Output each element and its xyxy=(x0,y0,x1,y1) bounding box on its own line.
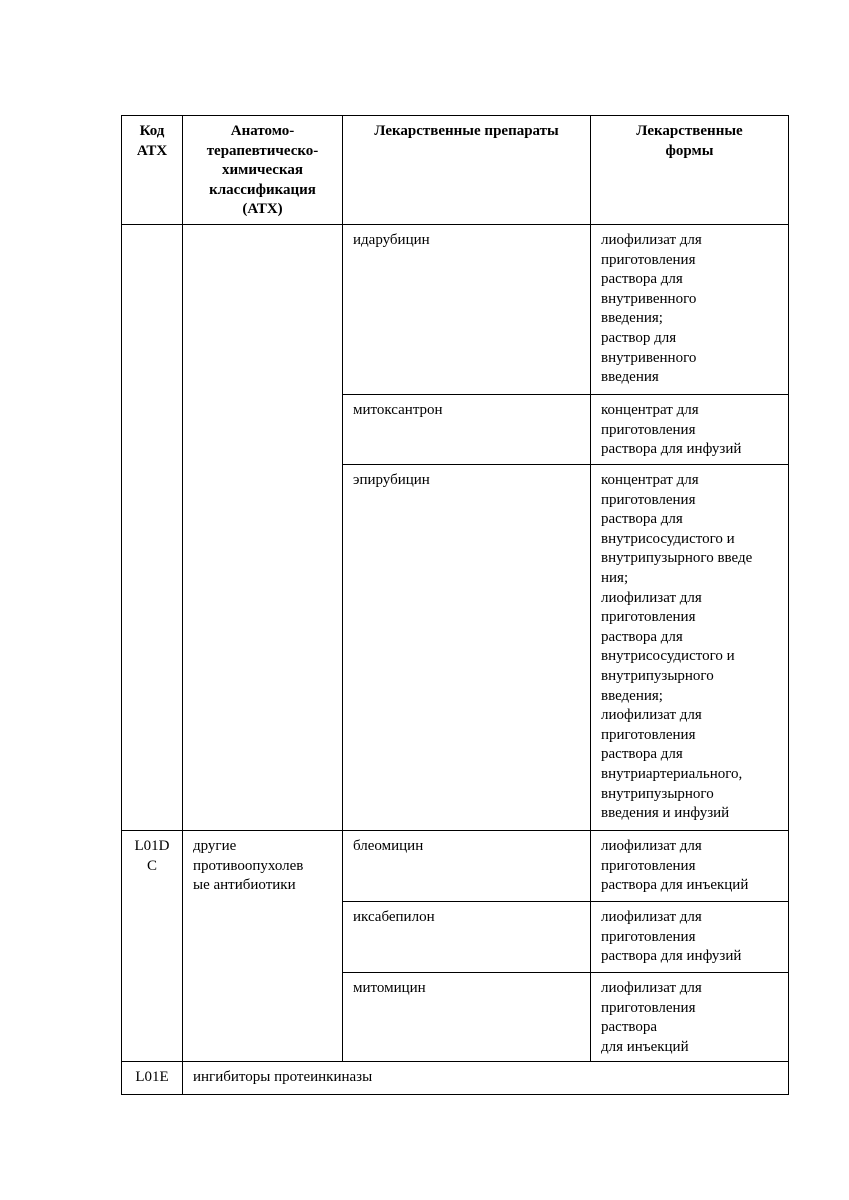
atx-drug-table xyxy=(121,115,789,1095)
form-line: введения и инфузий xyxy=(601,805,730,822)
header-code-line: Код xyxy=(139,123,165,139)
form-line: раствора xyxy=(601,1019,658,1036)
form-line: раствора для инфузий xyxy=(601,441,742,458)
code-cell: L01E xyxy=(122,1062,183,1095)
form-line: внутрипузырного введе xyxy=(601,550,753,567)
header-classification xyxy=(183,116,343,225)
form-line: внутрипузырного xyxy=(601,667,714,684)
form-line: приготовления xyxy=(601,999,696,1016)
header-classification-line: Анатомо- xyxy=(230,123,295,139)
drug-cell: блеомицин xyxy=(343,831,591,902)
form-line: внутрипузырного xyxy=(601,785,714,802)
code-line: L01D xyxy=(134,838,170,854)
forms-cell xyxy=(591,973,789,1062)
drug-cell: эпирубицин xyxy=(343,465,591,831)
form-line: приготовления xyxy=(601,726,696,743)
classification-line: другие xyxy=(193,838,237,854)
form-line: приготовления xyxy=(601,857,696,874)
form-line: лиофилизат для xyxy=(601,838,702,854)
classification-cell: ингибиторы протеинкиназы xyxy=(183,1062,789,1095)
table-row xyxy=(122,1062,789,1095)
form-line: ния; xyxy=(601,569,629,586)
code-cell-empty xyxy=(122,225,183,831)
header-drugs-line: Лекарственные препараты xyxy=(374,123,559,139)
form-line: введения; xyxy=(601,310,663,327)
table-header-row xyxy=(122,116,789,225)
form-line: внутрисосудистого и xyxy=(601,648,735,665)
header-code-line: АТХ xyxy=(136,142,168,159)
form-line: раствора для xyxy=(601,271,683,288)
code-line: C xyxy=(146,857,157,874)
drug-cell: митоксантрон xyxy=(343,395,591,465)
form-line: лиофилизат для xyxy=(601,909,702,925)
form-line: внутривенного xyxy=(601,290,697,307)
header-drugs xyxy=(343,116,591,225)
form-line: раствор для xyxy=(601,329,677,346)
table-row xyxy=(122,831,789,902)
header-code xyxy=(122,116,183,225)
form-line: приготовления xyxy=(601,609,696,626)
header-forms xyxy=(591,116,789,225)
form-line: раствора для xyxy=(601,511,683,528)
classification-line: ые антибиотики xyxy=(193,877,296,894)
drug-cell: иксабепилон xyxy=(343,902,591,973)
form-line: для инъекций xyxy=(601,1038,689,1055)
drug-cell: идарубицин xyxy=(343,225,591,395)
drug-cell: митомицин xyxy=(343,973,591,1062)
form-line: внутриартериального, xyxy=(601,765,743,782)
header-classification-line: химическая xyxy=(222,162,303,179)
form-line: приготовления xyxy=(601,251,696,268)
form-line: внутрисосудистого и xyxy=(601,530,735,547)
header-forms-line: формы xyxy=(665,142,714,159)
form-line: приготовления xyxy=(601,421,696,438)
form-line: приготовления xyxy=(601,491,696,508)
form-line: введения xyxy=(601,369,659,386)
form-line: введения; xyxy=(601,687,663,704)
classification-cell xyxy=(183,831,343,1062)
form-line: раствора для xyxy=(601,746,683,763)
code-cell xyxy=(122,831,183,1062)
form-line: внутривенного xyxy=(601,349,697,366)
header-classification-line: (АТХ) xyxy=(242,201,283,218)
form-line: раствора для инъекций xyxy=(601,877,749,894)
form-line: приготовления xyxy=(601,928,696,945)
header-forms-line: Лекарственные xyxy=(636,123,743,139)
forms-cell xyxy=(591,831,789,902)
form-line: лиофилизат для xyxy=(601,589,702,606)
classification-cell-empty xyxy=(183,225,343,831)
forms-cell xyxy=(591,902,789,973)
header-classification-line: терапевтическо- xyxy=(206,142,319,159)
forms-cell xyxy=(591,465,789,831)
forms-cell xyxy=(591,225,789,395)
form-line: лиофилизат для xyxy=(601,707,702,724)
form-line: раствора для инфузий xyxy=(601,948,742,965)
form-line: концентрат для xyxy=(601,402,699,418)
forms-cell xyxy=(591,395,789,465)
form-line: лиофилизат для xyxy=(601,980,702,996)
form-line: лиофилизат для xyxy=(601,232,702,248)
header-classification-line: классификация xyxy=(209,181,316,198)
classification-line: противоопухолев xyxy=(193,857,304,874)
form-line: концентрат для xyxy=(601,472,699,488)
table-row xyxy=(122,225,789,395)
form-line: раствора для xyxy=(601,628,683,645)
